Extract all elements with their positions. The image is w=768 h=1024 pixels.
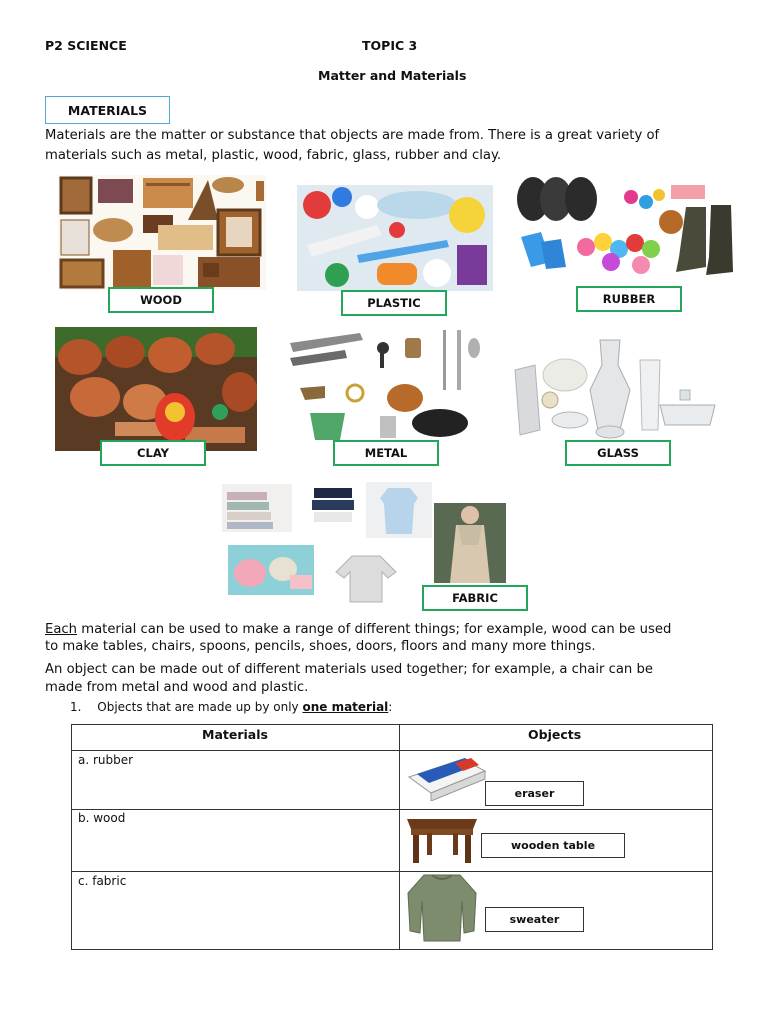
- rubber-objects-image: [511, 177, 737, 295]
- table-header-divider: [72, 750, 712, 751]
- list-text-emphasis: one material: [302, 700, 389, 714]
- table-column-divider: [399, 725, 400, 949]
- clay-objects-image: [55, 327, 257, 451]
- object-wooden-table: wooden table: [481, 833, 625, 858]
- header-materials: Materials: [202, 727, 268, 742]
- wood-objects-image: [58, 175, 266, 290]
- subject-header: P2 SCIENCE: [45, 38, 127, 53]
- wooden-table-image: [405, 811, 479, 865]
- materials-objects-table: [71, 724, 713, 950]
- table-row-divider: [72, 871, 712, 872]
- page-title: Matter and Materials: [318, 68, 467, 83]
- metal-objects-image: [285, 328, 485, 446]
- plastic-label: PLASTIC: [341, 290, 447, 316]
- wood-label: WOOD: [108, 287, 214, 313]
- rubber-label: RUBBER: [576, 286, 682, 312]
- list-text-after: :: [388, 700, 393, 714]
- list-number: 1.: [70, 700, 82, 714]
- eraser-image: [405, 755, 487, 801]
- list-text-before: Objects that are made up by only: [97, 700, 303, 714]
- clay-label: CLAY: [100, 440, 206, 466]
- row-2-material: b. wood: [78, 811, 126, 825]
- topic-header: TOPIC 3: [362, 38, 418, 53]
- fabric-sweater-image: [332, 550, 400, 606]
- para2-line-2: made from metal and wood and plastic.: [45, 680, 309, 695]
- para1-line-1: [45, 621, 671, 639]
- list-item-1: [70, 700, 392, 714]
- para1-line-1-rest: material can be used to make a range of different things; for example, wood can be used: [77, 622, 672, 637]
- metal-label: METAL: [333, 440, 439, 466]
- row-1-material: a. rubber: [78, 753, 134, 767]
- plastic-objects-image: [297, 185, 493, 291]
- fabric-scarf-person-image: [434, 503, 506, 583]
- glass-objects-image: [510, 330, 722, 442]
- sweater-image: [402, 871, 482, 943]
- fabric-knit-hats-image: [228, 545, 314, 595]
- fabric-clothes-pile-image: [308, 484, 358, 528]
- intro-line-1: Materials are the matter or substance that objects are made from. There is a great variety of: [45, 128, 660, 143]
- object-eraser: eraser: [485, 781, 584, 806]
- fabric-towels-image: [222, 484, 292, 532]
- glass-label: GLASS: [565, 440, 671, 466]
- table-row-divider: [72, 809, 712, 810]
- header-objects: Objects: [528, 727, 582, 742]
- fabric-label: FABRIC: [422, 585, 528, 611]
- emphasis-each: Each: [45, 622, 78, 637]
- intro-line-2: materials such as metal, plastic, wood, fabric, glass, rubber and clay.: [45, 148, 502, 163]
- para2-line-1: An object can be made out of different materials used together; for example, a chair can be: [45, 662, 653, 677]
- para1-line-2: to make tables, chairs, spoons, pencils, shoes, doors, floors and many more things.: [45, 639, 596, 654]
- fabric-blue-dress-image: [366, 482, 432, 538]
- section-heading: MATERIALS: [45, 96, 170, 124]
- object-sweater: sweater: [485, 907, 584, 932]
- row-3-material: c. fabric: [78, 874, 127, 888]
